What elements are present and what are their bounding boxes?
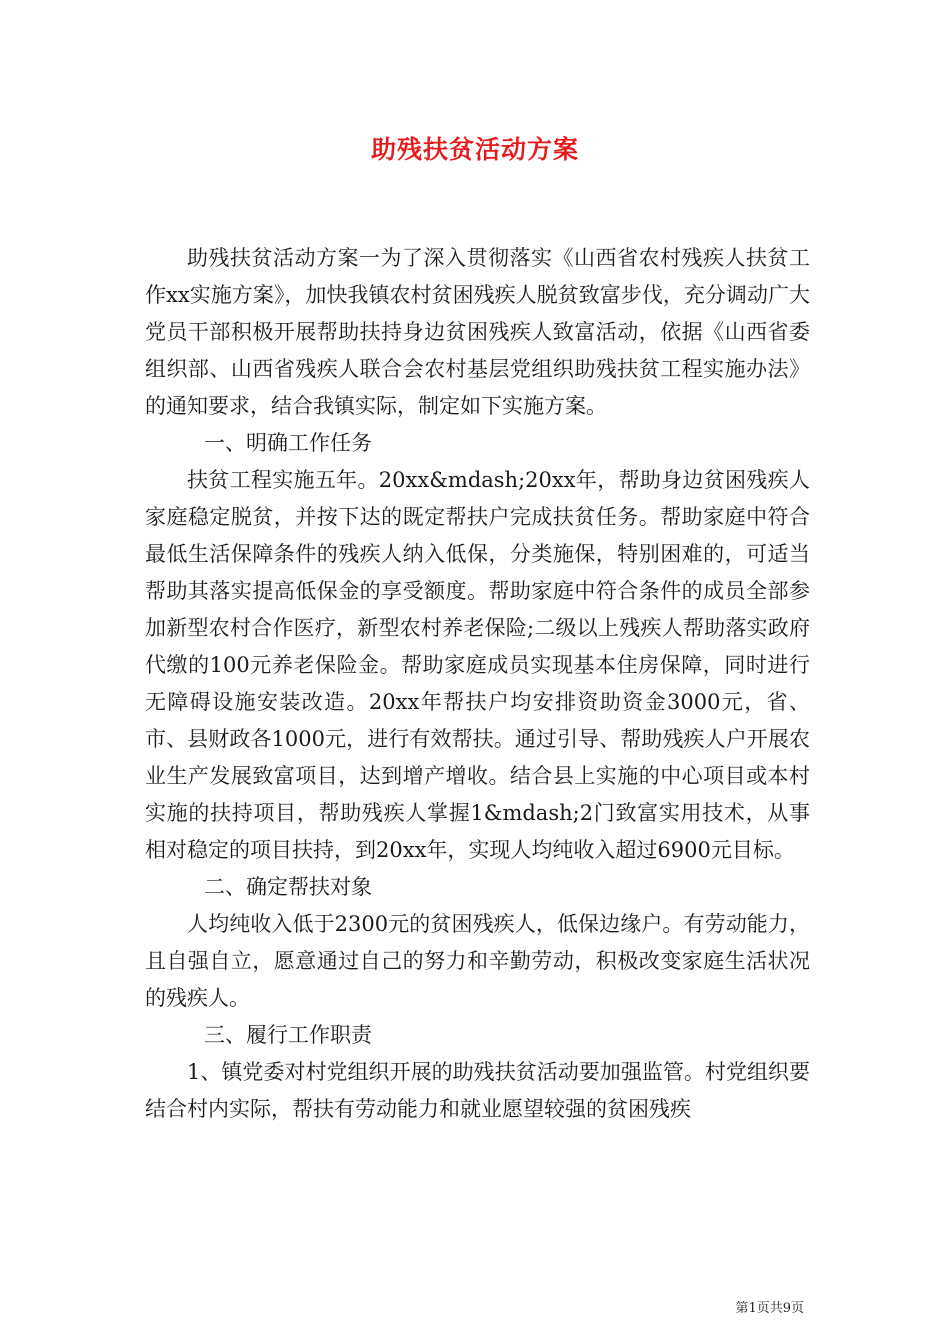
document-body <box>145 240 810 1128</box>
section-heading-1: 一、明确工作任务 <box>204 431 372 455</box>
document-title: 助残扶贫活动方案 <box>370 135 579 164</box>
section-1-paragraph: 扶贫工程实施五年。20xx&mdash;20xx年，帮助身边贫困残疾人家庭稳定脱贫，并按下达的既定帮扶户完成扶贫任务。帮助家庭中符合最低生活保障条件的残疾人纳入低保，分类施保，特别困难的，可适当帮助其落实提高低保金的享受额度。帮助家庭中符合条件的成员全部参加新型农村合作医疗，新型农村养老保险;二级以上残疾人帮助落实政府代缴的100元养老保险金。帮助家庭成员实现基本住房保障，同时进行无障碍设施安装改造。20xx年帮扶户均安排资助资金3000元，省、市、县财政各1000元，进行有效帮扶。通过引导、帮助残疾人户开展农业生产发展致富项目，达到增产增收。结合县上实施的中心项目或本村实施的扶持项目，帮助残疾人掌握1&mdash;2门致富实用技术，从事相对稳定的项目扶持，到20xx年，实现人均纯收入超过6900元目标。 <box>145 468 810 862</box>
section-heading-2: 二、确定帮扶对象 <box>204 875 372 899</box>
section-heading-3: 三、履行工作职责 <box>204 1023 372 1047</box>
section-3-paragraph: 1、镇党委对村党组织开展的助残扶贫活动要加强监管。村党组织要结合村内实际，帮扶有劳动能力和就业愿望较强的贫困残疾 <box>145 1060 810 1121</box>
page-number: 第1页共9页 <box>735 1301 804 1316</box>
intro-paragraph: 助残扶贫活动方案一为了深入贯彻落实《山西省农村残疾人扶贫工作xx实施方案》，加快我镇农村贫困残疾人脱贫致富步伐，充分调动广大党员干部积极开展帮助扶持身边贫困残疾人致富活动，依据《山西省委组织部、山西省残疾人联合会农村基层党组织助残扶贫工程实施办法》的通知要求，结合我镇实际，制定如下实施方案。 <box>145 246 810 418</box>
section-2-paragraph: 人均纯收入低于2300元的贫困残疾人，低保边缘户。有劳动能力，且自强自立，愿意通过自己的努力和辛勤劳动，积极改变家庭生活状况的残疾人。 <box>145 912 810 1010</box>
